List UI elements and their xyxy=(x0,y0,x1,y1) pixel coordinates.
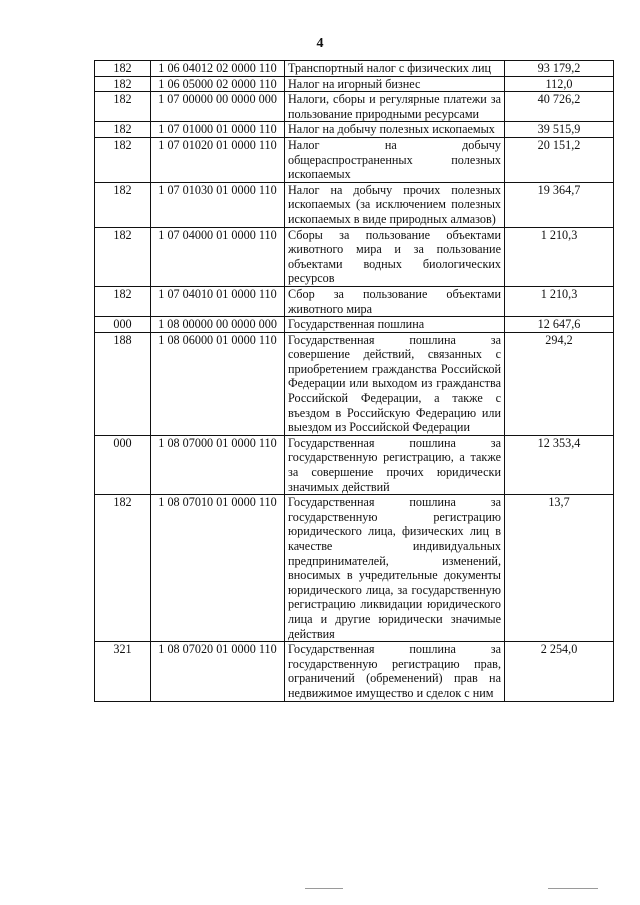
table-row xyxy=(95,317,614,333)
table-row xyxy=(95,286,614,316)
table-row xyxy=(95,435,614,494)
budget-code-cell: 1 07 01030 01 0000 110 xyxy=(151,182,285,227)
amount-cell: 2 254,0 xyxy=(505,642,614,701)
page-number: 4 xyxy=(316,36,324,51)
amount-cell: 93 179,2 xyxy=(505,61,614,77)
revenue-name-cell: Государственная пошлина за государственную регистрацию юридического лица, физических лиц в качестве индивидуальных предпринимателей, изменений, вносимых в учредительные документы юридического лица, за государственную регистрацию ликвидации юридического лица и другие юридически значимые действия xyxy=(285,495,505,642)
table-row xyxy=(95,332,614,435)
admin-code-cell: 000 xyxy=(95,317,151,333)
revenue-name-cell: Налог на добычу общераспространенных полезных ископаемых xyxy=(285,137,505,182)
budget-code-cell: 1 07 04000 01 0000 110 xyxy=(151,227,285,286)
revenue-name-cell: Государственная пошлина за государственную регистрацию прав, ограничений (обременений) прав на недвижимое имущество и сделок с ним xyxy=(285,642,505,701)
admin-code-cell: 182 xyxy=(95,495,151,642)
revenue-name-cell: Государственная пошлина xyxy=(285,317,505,333)
amount-cell: 39 515,9 xyxy=(505,122,614,138)
admin-code-cell: 182 xyxy=(95,227,151,286)
admin-code-cell: 182 xyxy=(95,61,151,77)
revenue-name-cell: Сбор за пользование объектами животного мира xyxy=(285,286,505,316)
budget-code-cell: 1 08 07000 01 0000 110 xyxy=(151,435,285,494)
admin-code-cell: 182 xyxy=(95,286,151,316)
table-row xyxy=(95,122,614,138)
amount-cell: 294,2 xyxy=(505,332,614,435)
admin-code-cell: 182 xyxy=(95,137,151,182)
scan-artifact-line xyxy=(548,888,598,889)
amount-cell: 12 647,6 xyxy=(505,317,614,333)
table-row xyxy=(95,92,614,122)
amount-cell: 12 353,4 xyxy=(505,435,614,494)
budget-code-cell: 1 08 07020 01 0000 110 xyxy=(151,642,285,701)
budget-code-cell: 1 08 00000 00 0000 000 xyxy=(151,317,285,333)
revenue-name-cell: Транспортный налог с физических лиц xyxy=(285,61,505,77)
admin-code-cell: 182 xyxy=(95,122,151,138)
revenue-name-cell: Сборы за пользование объектами животного мира и за пользование объектами водных биологических ресурсов xyxy=(285,227,505,286)
admin-code-cell: 182 xyxy=(95,76,151,92)
revenue-name-cell: Налог на игорный бизнес xyxy=(285,76,505,92)
table-body xyxy=(95,61,614,702)
budget-code-cell: 1 06 05000 02 0000 110 xyxy=(151,76,285,92)
budget-revenue-table xyxy=(94,60,614,702)
table-row xyxy=(95,182,614,227)
budget-code-cell: 1 07 01000 01 0000 110 xyxy=(151,122,285,138)
amount-cell: 1 210,3 xyxy=(505,286,614,316)
amount-cell: 112,0 xyxy=(505,76,614,92)
admin-code-cell: 000 xyxy=(95,435,151,494)
budget-code-cell: 1 07 04010 01 0000 110 xyxy=(151,286,285,316)
budget-code-cell: 1 07 01020 01 0000 110 xyxy=(151,137,285,182)
budget-code-cell: 1 08 07010 01 0000 110 xyxy=(151,495,285,642)
table-row xyxy=(95,227,614,286)
amount-cell: 19 364,7 xyxy=(505,182,614,227)
amount-cell: 40 726,2 xyxy=(505,92,614,122)
table-row xyxy=(95,137,614,182)
admin-code-cell: 321 xyxy=(95,642,151,701)
table-row xyxy=(95,495,614,642)
revenue-name-cell: Налог на добычу полезных ископаемых xyxy=(285,122,505,138)
admin-code-cell: 182 xyxy=(95,182,151,227)
budget-code-cell: 1 07 00000 00 0000 000 xyxy=(151,92,285,122)
amount-cell: 13,7 xyxy=(505,495,614,642)
table-row xyxy=(95,61,614,77)
amount-cell: 1 210,3 xyxy=(505,227,614,286)
revenue-name-cell: Государственная пошлина за государственную регистрацию, а также за совершение прочих юридически значимых действий xyxy=(285,435,505,494)
budget-code-cell: 1 06 04012 02 0000 110 xyxy=(151,61,285,77)
table-row xyxy=(95,76,614,92)
admin-code-cell: 182 xyxy=(95,92,151,122)
revenue-name-cell: Налоги, сборы и регулярные платежи за пользование природными ресурсами xyxy=(285,92,505,122)
admin-code-cell: 188 xyxy=(95,332,151,435)
scan-artifact-line xyxy=(305,888,343,889)
table-row xyxy=(95,642,614,701)
amount-cell: 20 151,2 xyxy=(505,137,614,182)
budget-code-cell: 1 08 06000 01 0000 110 xyxy=(151,332,285,435)
revenue-name-cell: Государственная пошлина за совершение действий, связанных с приобретением гражданства Российской Федерации или выходом из гражданства Российской Федерации, а также с въездом в Российскую Федерацию или выездом из Российской Федерации xyxy=(285,332,505,435)
revenue-name-cell: Налог на добычу прочих полезных ископаемых (за исключением полезных ископаемых в виде природных алмазов) xyxy=(285,182,505,227)
